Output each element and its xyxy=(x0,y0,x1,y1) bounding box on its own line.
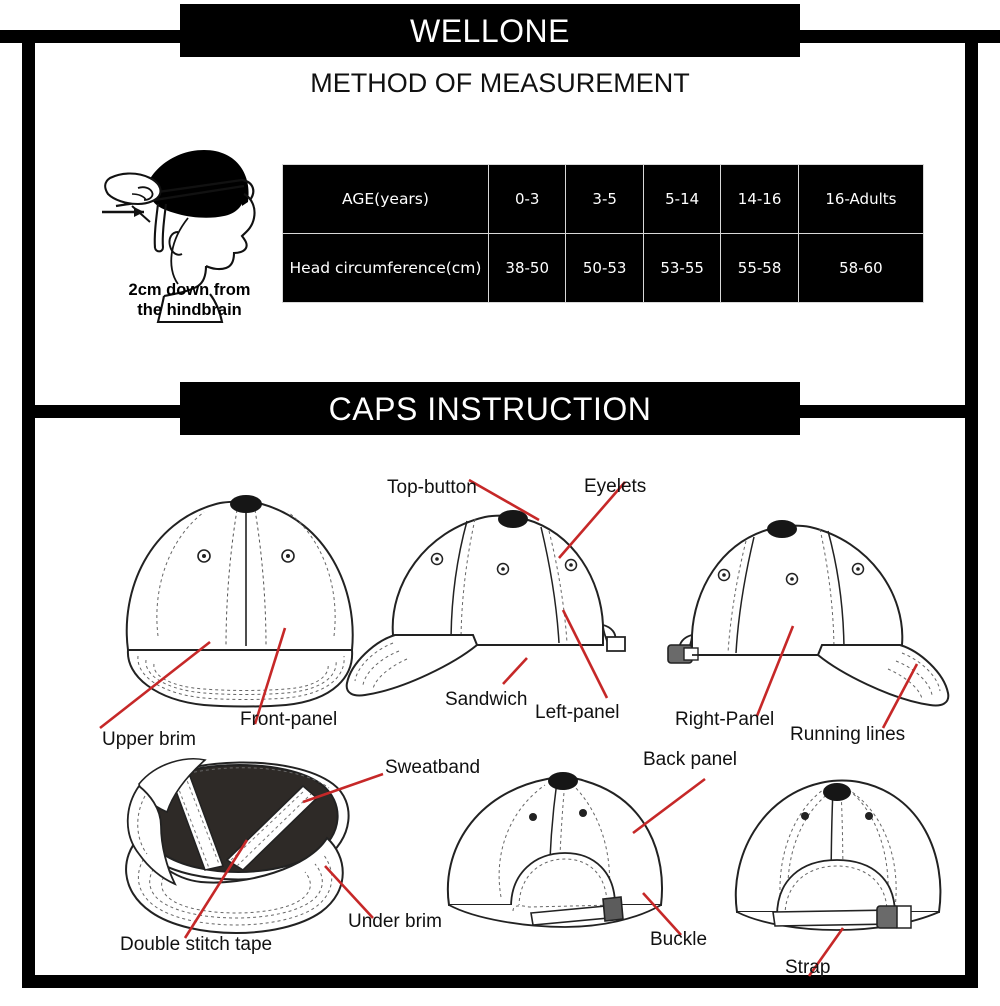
cell-age-0: 0-3 xyxy=(489,165,566,234)
frame-border-left xyxy=(22,30,35,988)
label-double-stitch-tape: Double stitch tape xyxy=(120,934,273,955)
label-upper-brim: Upper brim xyxy=(102,729,196,750)
row-header-age: AGE(years) xyxy=(283,165,489,234)
cell-age-1: 3-5 xyxy=(566,165,643,234)
label-sandwich: Sandwich xyxy=(445,689,528,710)
banner-connector-left xyxy=(0,30,182,43)
cell-circ-4: 58-60 xyxy=(798,234,923,303)
brand-title: WELLONE xyxy=(410,12,570,49)
cell-age-2: 5-14 xyxy=(643,165,720,234)
page-subtitle: METHOD OF MEASUREMENT xyxy=(310,68,690,98)
label-buckle: Buckle xyxy=(650,929,708,950)
label-strap: Strap xyxy=(785,957,831,978)
cell-age-4: 16-Adults xyxy=(798,165,923,234)
label-sweatband: Sweatband xyxy=(385,757,481,778)
label-running-lines: Running lines xyxy=(790,724,906,745)
banner-connector-right xyxy=(798,30,1000,43)
cell-circ-0: 38-50 xyxy=(489,234,566,303)
label-right-panel: Right-Panel xyxy=(675,709,775,730)
cell-circ-3: 55-58 xyxy=(721,234,798,303)
cell-age-3: 14-16 xyxy=(721,165,798,234)
measurement-caption-line2: the hindbrain xyxy=(137,301,242,320)
row-header-circumference: Head circumference(cm) xyxy=(283,234,489,303)
measurement-caption xyxy=(92,280,287,320)
strap-pointer-line xyxy=(785,910,915,990)
measurement-caption-line1: 2cm down from xyxy=(128,281,251,299)
cell-circ-2: 53-55 xyxy=(643,234,720,303)
table-row xyxy=(283,234,924,303)
size-chart-table xyxy=(282,164,924,303)
cell-circ-1: 50-53 xyxy=(566,234,643,303)
brand-banner xyxy=(180,4,800,57)
cap-figures-area xyxy=(35,440,965,978)
caps-instruction-banner xyxy=(180,382,800,435)
label-front-panel: Front-panel xyxy=(240,709,338,730)
label-left-panel: Left-panel xyxy=(535,702,620,723)
label-top-button: Top-button xyxy=(387,477,477,498)
caps-instruction-title: CAPS INSTRUCTION xyxy=(328,390,652,427)
label-under-brim: Under brim xyxy=(348,911,442,932)
label-back-panel: Back panel xyxy=(643,749,738,770)
table-row xyxy=(283,165,924,234)
frame-border-right xyxy=(965,30,978,988)
label-eyelets: Eyelets xyxy=(584,476,647,497)
